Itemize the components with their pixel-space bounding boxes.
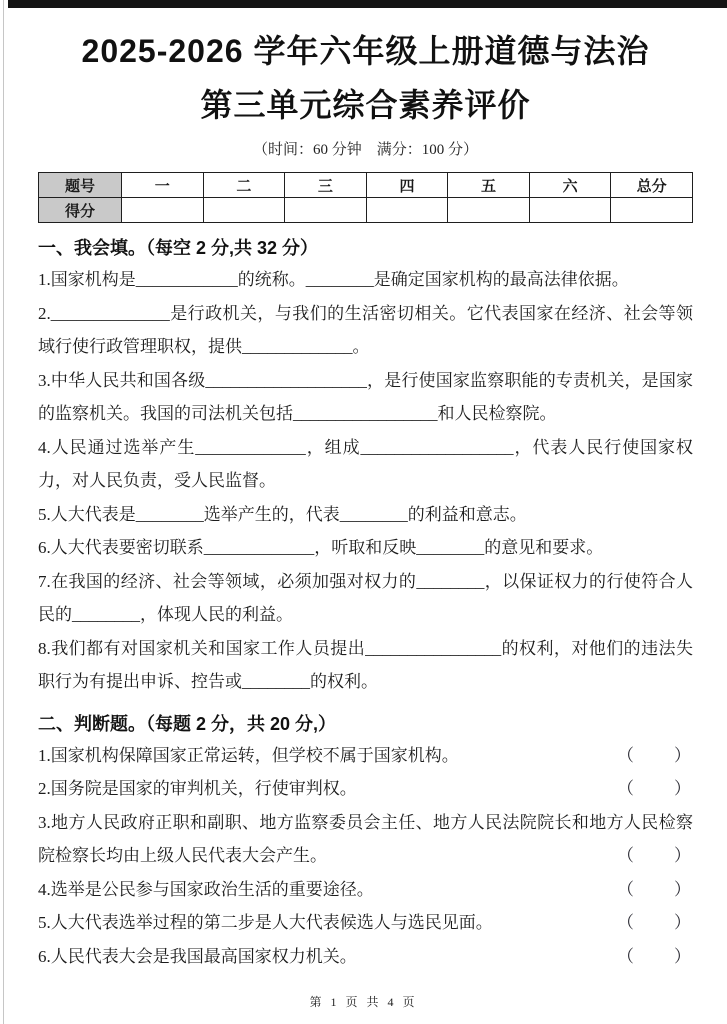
fill-question-6: 6.人大代表要密切联系_____________，听取和反映________的意见和要求。 [38,538,604,557]
page-footer: 第 1 页 共 4 页 [309,995,418,1009]
fill-question-5: 5.人大代表是________选举产生的，代表________的利益和意志。 [38,504,527,524]
judgment-question-text: 5.人大代表选举过程的第二步是人大代表候选人与选民见面。 [38,913,493,932]
column-header-total: 总分 [611,173,693,198]
score-table-score-row [39,198,693,223]
judgment-question-2 [38,772,693,806]
judgment-question-text: 6.人民代表大会是我国最高国家权力机关。 [38,946,357,966]
column-header: 二 [203,173,285,198]
column-header: 一 [122,173,204,198]
answer-bracket: （ ） [617,879,693,899]
score-label: 得分 [39,198,122,223]
judgment-question-6 [38,940,693,974]
fill-question-2: 2.______________是行政机关，与我们的生活密切相关。它代表国家在经济、社会等领域行使行政管理职权，提供_____________。 [38,303,693,356]
answer-bracket: （ ） [617,779,693,798]
judgment-question-1 [38,739,693,773]
scan-edge-artifact-left [3,0,4,1024]
question-number-label: 题号 [39,173,122,198]
column-header: 六 [529,173,611,198]
judgment-question-text: 4.选举是公民参与国家政治生活的重要途径。 [38,879,374,899]
judgment-question-3 [38,806,693,873]
column-header: 三 [285,173,367,198]
answer-bracket: （ ） [617,946,693,966]
page-title-line2: 第三单元综合素养评价 [200,87,531,123]
answer-bracket: （ ） [617,846,693,865]
answer-bracket: （ ） [617,745,693,765]
column-header: 五 [448,173,530,198]
fill-question-4: 4.人民通过选举产生_____________，组成__________________，代表人民行使国家权力，对人民负责，受人民监督。 [38,437,693,490]
judgment-question-4 [38,873,693,907]
score-table [38,172,693,223]
score-cell [203,198,285,223]
score-cell [448,198,530,223]
score-table-header-row [39,173,693,198]
judgment-question-5 [38,906,693,940]
score-cell [122,198,204,223]
score-cell-total [611,198,693,223]
fill-question-1: 1.国家机构是____________的统称。________是确定国家机构的最高法律依据。 [38,270,629,289]
scan-edge-artifact-top [8,0,727,8]
fill-question-7: 7.在我国的经济、社会等领域，必须加强对权力的________，以保证权力的行使符合人民的________，体现人民的利益。 [38,571,693,624]
score-cell [366,198,448,223]
page-content [38,24,693,973]
judgment-question-text: 1.国家机构保障国家正常运转，但学校不属于国家机构。 [38,745,459,765]
score-cell [529,198,611,223]
answer-bracket: （ ） [617,913,693,932]
page-title-line1: 2025-2026 学年六年级上册道德与法治 [81,33,650,69]
column-header: 四 [366,173,448,198]
exam-time-and-score: （时间：60 分钟 满分：100 分） [252,142,478,158]
section1-heading: 一、我会填。（每空 2 分,共 32 分） [38,238,319,258]
fill-question-8: 8.我们都有对国家机关和国家工作人员提出________________的权利，对他们的违法失职行为有提出申诉、控告或________的权利。 [38,638,693,691]
judgment-question-text: 3.地方人民政府正职和副职、地方监察委员会主任、地方人民法院院长和地方人民检察院检察长均由上级人民代表大会产生。 [38,812,693,865]
score-cell [285,198,367,223]
judgment-question-text: 2.国务院是国家的审判机关，行使审判权。 [38,779,357,798]
section2-heading: 二、判断题。（每题 2 分，共 20 分,） [38,713,337,734]
fill-question-3: 3.中华人民共和国各级___________________，是行使国家监察职能的专责机关，是国家的监察机关。我国的司法机关包括_________________和人民检察院。 [38,370,693,423]
